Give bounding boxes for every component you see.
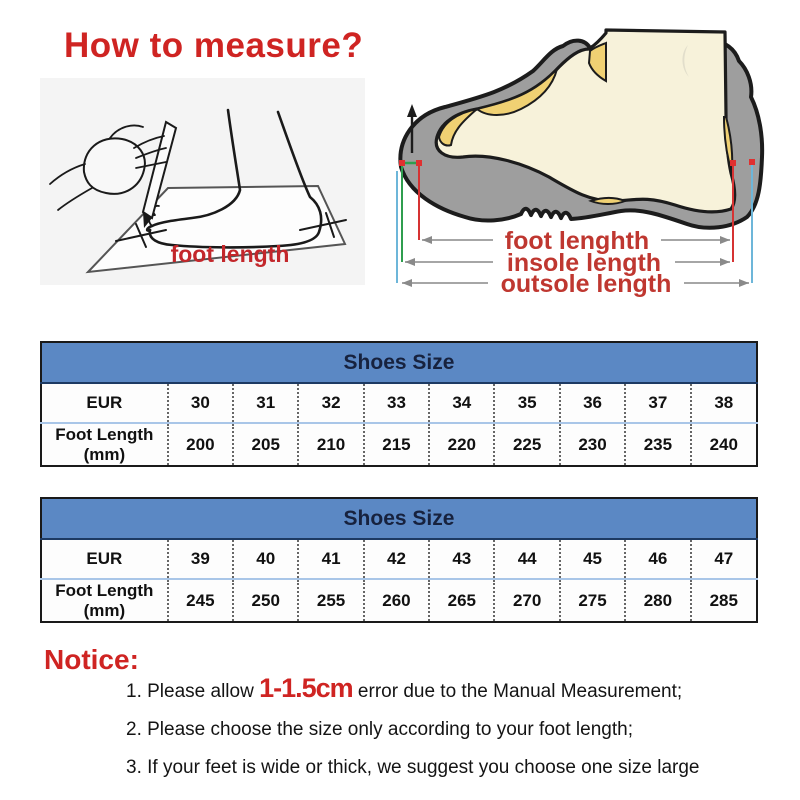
row-header-line2: (mm) [83, 444, 126, 464]
size-cell: 31 [233, 383, 298, 423]
row-header: EUR [86, 393, 123, 412]
size-cell: 44 [494, 539, 559, 579]
row-header [41, 579, 168, 622]
length-cell: 235 [625, 423, 690, 466]
length-cell: 215 [364, 423, 429, 466]
foot-tracing-illustration [40, 78, 365, 285]
row-header-line1: Foot Length [55, 424, 154, 444]
shoe-measurement-diagram [393, 5, 788, 305]
length-cell: 230 [560, 423, 625, 466]
row-header [41, 423, 168, 466]
size-cell: 41 [298, 539, 363, 579]
length-cell: 200 [168, 423, 233, 466]
notice-item-3: 3. If your feet is wide or thick, we suggest you choose one size large [126, 757, 700, 778]
size-cell: 46 [625, 539, 690, 579]
length-cell: 275 [560, 579, 625, 622]
table-row [41, 383, 757, 423]
size-cell: 47 [691, 539, 757, 579]
length-cell: 265 [429, 579, 494, 622]
length-cell: 240 [691, 423, 757, 466]
row-header-line1: Foot Length [55, 580, 154, 600]
table-row [41, 539, 757, 579]
size-cell: 45 [560, 539, 625, 579]
length-cell: 245 [168, 579, 233, 622]
foot-length-caption: foot length [170, 241, 290, 267]
size-cell: 38 [691, 383, 757, 423]
size-cell: 39 [168, 539, 233, 579]
page-title: How to measure? [64, 26, 364, 65]
notice-list [126, 674, 766, 791]
size-cell: 42 [364, 539, 429, 579]
size-cell: 30 [168, 383, 233, 423]
size-table-eur-39-47 [40, 497, 758, 623]
length-cell: 205 [233, 423, 298, 466]
table-row [41, 423, 757, 466]
size-table-eur-30-38 [40, 341, 758, 467]
length-cell: 225 [494, 423, 559, 466]
length-cell: 210 [298, 423, 363, 466]
length-cell: 260 [364, 579, 429, 622]
notice-item-1 [126, 674, 766, 706]
notice-item-2: 2. Please choose the size only according to your foot length; [126, 719, 633, 740]
notice-heading: Notice: [44, 644, 139, 675]
foot-length-label: foot lenghth [504, 227, 650, 255]
table-title: Shoes Size [41, 498, 757, 539]
insole-length-label: insole length [506, 249, 662, 277]
table-row [41, 579, 757, 622]
size-cell: 33 [364, 383, 429, 423]
size-cell: 36 [560, 383, 625, 423]
row-header: EUR [86, 549, 123, 568]
size-cell: 34 [429, 383, 494, 423]
length-cell: 255 [298, 579, 363, 622]
length-cell: 280 [625, 579, 690, 622]
shoe-diagram-drawing [393, 5, 788, 305]
notice-item-1-highlight: 1-1.5cm [259, 673, 353, 703]
notice-item-1-suffix: error due to the Manual Measurement; [352, 681, 683, 702]
table-title: Shoes Size [41, 342, 757, 383]
outsole-length-label: outsole length [500, 270, 672, 298]
size-cell: 35 [494, 383, 559, 423]
size-cell: 32 [298, 383, 363, 423]
size-cell: 43 [429, 539, 494, 579]
notice-item-1-text: 1. Please allow [126, 681, 260, 702]
size-cell: 40 [233, 539, 298, 579]
size-cell: 37 [625, 383, 690, 423]
length-cell: 270 [494, 579, 559, 622]
length-cell: 220 [429, 423, 494, 466]
length-cell: 285 [691, 579, 757, 622]
foot-tracing-drawing [40, 78, 365, 285]
length-cell: 250 [233, 579, 298, 622]
row-header-line2: (mm) [83, 600, 126, 620]
